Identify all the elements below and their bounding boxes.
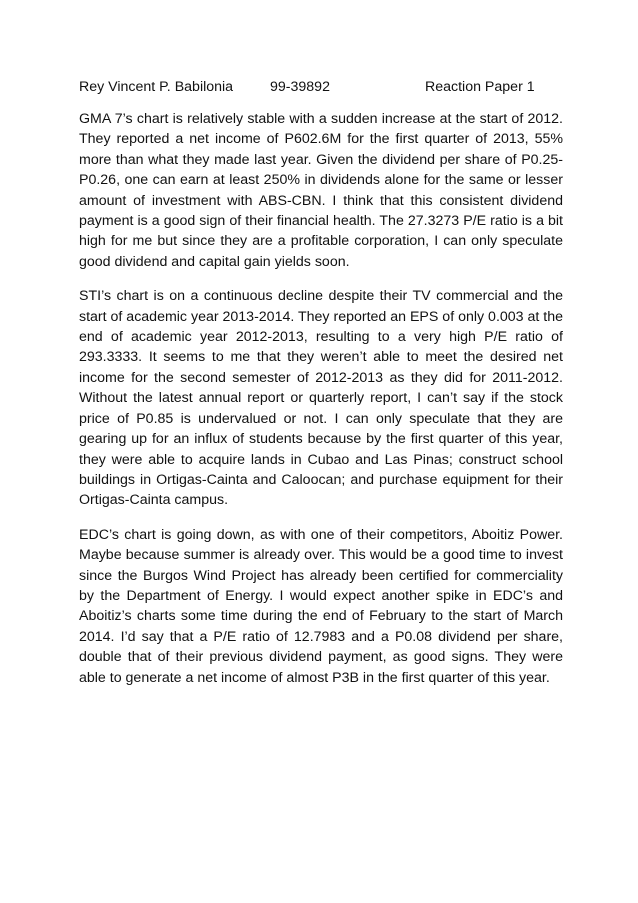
paper-title: Reaction Paper 1	[425, 79, 535, 95]
paragraph-gma: GMA 7’s chart is relatively stable with a sudden increase at the start of 2012. They reported a net income of P602.6M for the first quarter of 2013, 55% more than what they made last year. Given the dividend per share of P0.25-P0.26, one can earn at least 250% in dividends alone for the same or lesser amount of investment with ABS-CBN. I think that this consistent dividend payment is a good sign of their financial health. The 27.3273 P/E ratio is a bit high for me but since they are a profitable corporation, I can only speculate good dividend and capital gain yields soon.	[79, 111, 563, 270]
paper-header	[79, 77, 564, 97]
paper-body	[79, 109, 563, 702]
student-id: 99-39892	[270, 79, 330, 95]
paragraph-edc: EDC’s chart is going down, as with one of their competitors, Aboitiz Power. Maybe because summer is already over. This would be a good time to invest since the Burgos Wind Project has already been certified for commerciality by the Department of Energy. I would expect another spike in EDC’s and Aboitiz’s charts some time during the end of February to the start of March 2014. I’d say that a P/E ratio of 12.7983 and a P0.08 dividend per share, double that of their previous dividend payment, as good signs. They were able to generate a net income of almost P3B in the first quarter of this year.	[79, 526, 563, 686]
author-name: Rey Vincent P. Babilonia	[79, 79, 234, 95]
paragraph-sti: STI’s chart is on a continuous decline despite their TV commercial and the start of academic year 2013-2014. They reported an EPS of only 0.003 at the end of academic year 2012-2013, resulting to a very high P/E ratio of 293.3333. It seems to me that they weren’t able to meet the desired net income for the second semester of 2012-2013 as they did for 2011-2012. Without the latest annual report or quarterly report, I can’t say if the stock price of P0.85 is undervalued or not. I can only speculate that they are gearing up for an influx of students because by the first quarter of this year, they were able to acquire lands in Cubao and Las Pinas; construct school buildings in Ortigas-Cainta and Caloocan; and purchase equipment for their Ortigas-Cainta campus.	[79, 288, 563, 509]
